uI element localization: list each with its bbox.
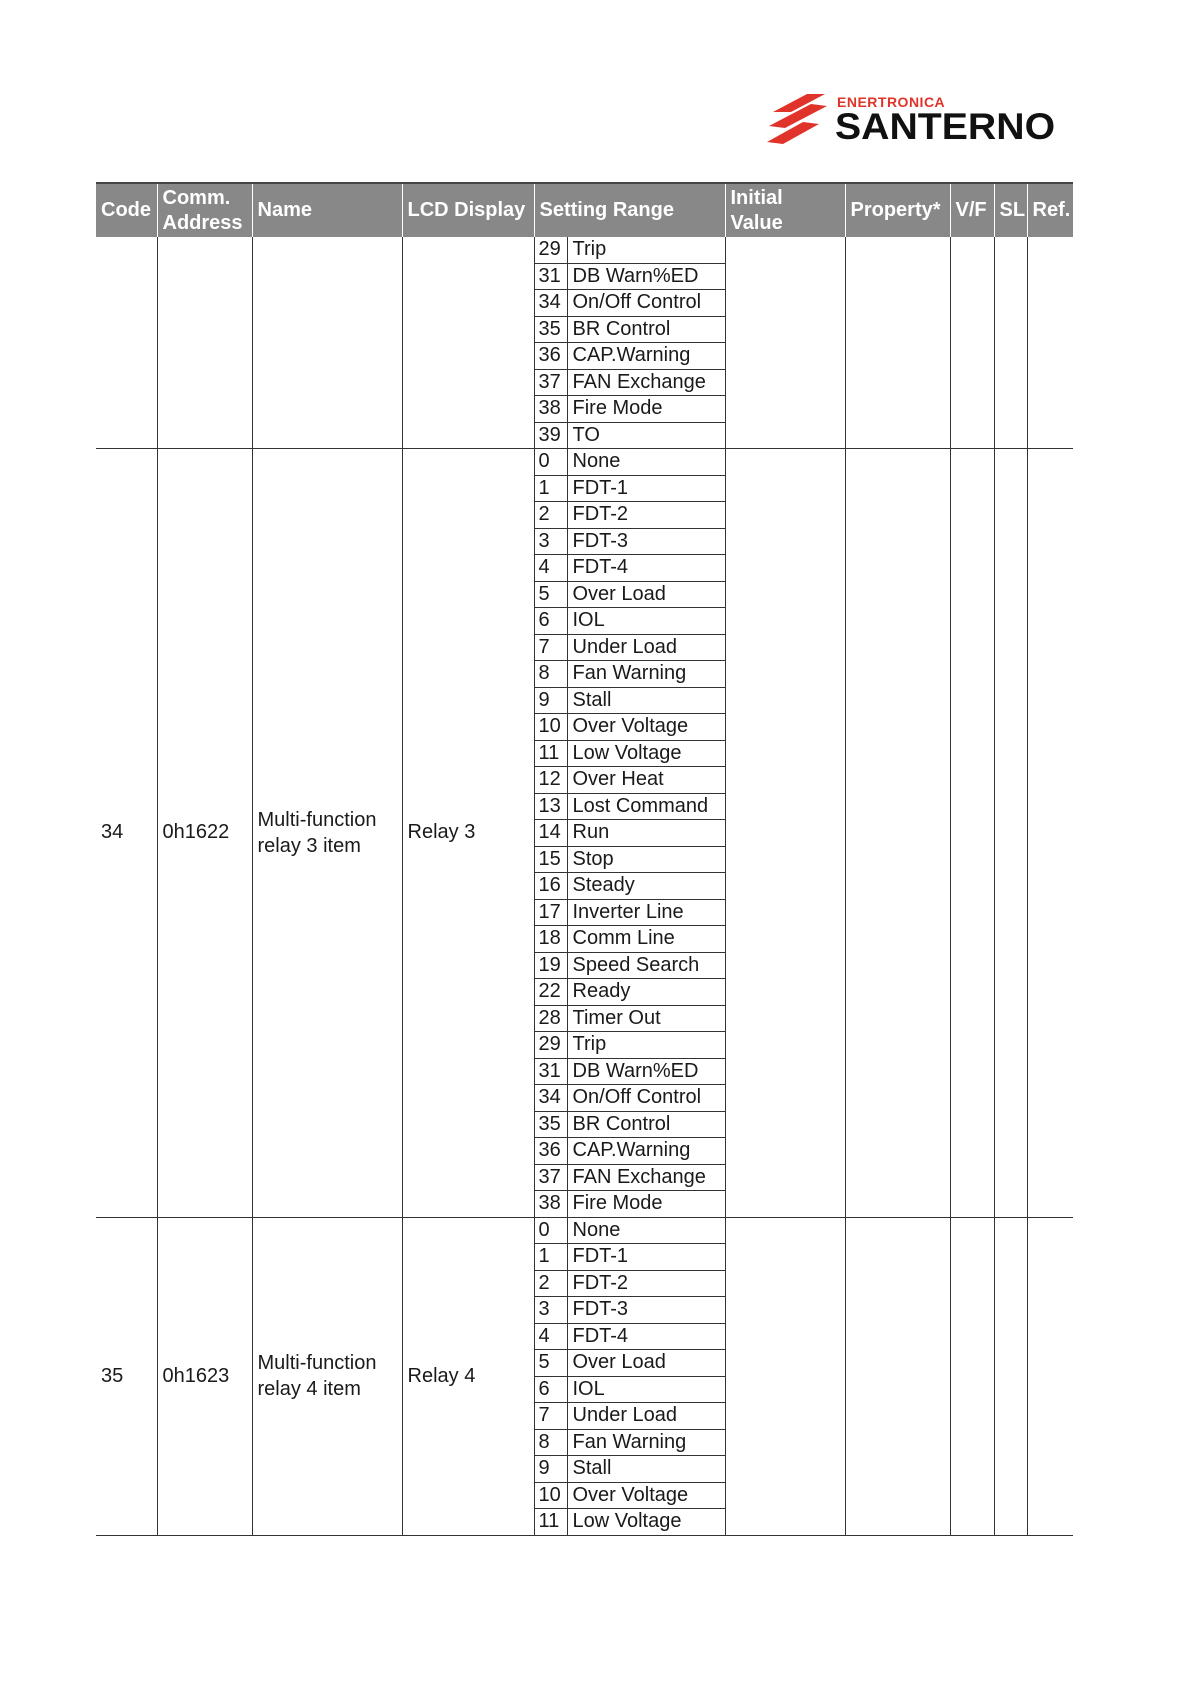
setting-range-number: 34 [535, 290, 568, 317]
setting-range-item [535, 714, 725, 741]
cell-setting-range [534, 1217, 725, 1535]
setting-range-number: 9 [535, 687, 568, 714]
setting-range-number: 35 [535, 316, 568, 343]
setting-range-item [535, 290, 725, 317]
setting-range-number: 13 [535, 793, 568, 820]
setting-range-label: Timer Out [567, 1005, 725, 1032]
name-line2: relay 3 item [257, 834, 361, 857]
cell-name [252, 1217, 402, 1535]
setting-range-number: 3 [535, 1297, 568, 1324]
header-comm-line2: Address [162, 211, 243, 234]
setting-range-label: Under Load [567, 634, 725, 661]
setting-range-label: DB Warn%ED [567, 1058, 725, 1085]
setting-range-label: Fan Warning [567, 1429, 725, 1456]
setting-range-label: Lost Command [567, 793, 725, 820]
setting-range-item [535, 1509, 725, 1535]
header-ref: Ref. [1027, 183, 1073, 237]
setting-range-item [535, 449, 725, 475]
header-comm-line1: Comm. [162, 186, 231, 209]
setting-range-item [535, 661, 725, 688]
cell-lcd-display: Relay 4 [402, 1217, 534, 1535]
setting-range-item [535, 581, 725, 608]
header-initial-line1: Initial [730, 186, 783, 209]
header-comm-address [157, 183, 252, 237]
header-setting-range: Setting Range [534, 183, 725, 237]
cell-property [845, 449, 950, 1218]
setting-range-item [535, 820, 725, 847]
setting-range-label: BR Control [567, 1111, 725, 1138]
setting-range-item [535, 528, 725, 555]
setting-range-number: 31 [535, 1058, 568, 1085]
setting-range-item [535, 1218, 725, 1244]
setting-range-number: 29 [535, 1032, 568, 1059]
setting-range-label: Over Load [567, 1350, 725, 1377]
cell-name [252, 237, 402, 449]
setting-range-item [535, 926, 725, 953]
setting-range-item [535, 846, 725, 873]
cell-lcd-display [402, 237, 534, 449]
setting-range-number: 28 [535, 1005, 568, 1032]
setting-range-number: 14 [535, 820, 568, 847]
setting-range-label: None [567, 449, 725, 475]
header-initial-value [725, 183, 845, 237]
setting-range-number: 31 [535, 263, 568, 290]
setting-range-number: 4 [535, 555, 568, 582]
setting-range-item [535, 502, 725, 529]
setting-range-label: Trip [567, 237, 725, 263]
cell-code [96, 237, 157, 449]
setting-range-number: 1 [535, 475, 568, 502]
cell-initial-value [725, 449, 845, 1218]
setting-range-label: TO [572, 423, 600, 446]
brand-logo [763, 88, 1073, 158]
header-initial-line2: Value [730, 211, 783, 234]
setting-range-label: Stop [567, 846, 725, 873]
setting-range-item [535, 369, 725, 396]
setting-range-item [535, 1376, 725, 1403]
cell-vf [950, 449, 994, 1218]
setting-range-item [535, 1005, 725, 1032]
setting-range-label: FDT-1 [567, 1244, 725, 1271]
cell-property [845, 1217, 950, 1535]
setting-range-label: Run [567, 820, 725, 847]
setting-range-number: 9 [535, 1456, 568, 1483]
setting-range-label: FDT-1 [567, 475, 725, 502]
setting-range-item [535, 1032, 725, 1059]
setting-range-label: FDT-2 [567, 502, 725, 529]
setting-range-number: 37 [535, 1164, 568, 1191]
setting-range-number: 0 [535, 449, 568, 475]
setting-range-number: 3 [535, 528, 568, 555]
cell-sl [994, 237, 1027, 449]
header-name: Name [252, 183, 402, 237]
setting-range-number: 29 [535, 237, 568, 263]
setting-range-number: 6 [535, 608, 568, 635]
setting-range-item [535, 1323, 725, 1350]
setting-range-label: Over Heat [567, 767, 725, 794]
setting-range-item [535, 1058, 725, 1085]
setting-range-label: None [567, 1218, 725, 1244]
cell-sl [994, 1217, 1027, 1535]
santerno-mark-icon [763, 90, 831, 148]
setting-range-label: On/Off Control [567, 290, 725, 317]
setting-range-number: 12 [535, 767, 568, 794]
setting-range-label: FDT-3 [567, 528, 725, 555]
header-lcd-display: LCD Display [402, 183, 534, 237]
cell-initial-value [725, 1217, 845, 1535]
setting-range-item [535, 555, 725, 582]
setting-range-label: CAP.Warning [567, 343, 725, 370]
cell-comm-address [157, 237, 252, 449]
setting-range-item [535, 767, 725, 794]
setting-range-label: IOL [567, 608, 725, 635]
setting-range-label: FDT-3 [567, 1297, 725, 1324]
setting-range-number: 8 [535, 661, 568, 688]
setting-range-number: 15 [535, 846, 568, 873]
header-vf: V/F [950, 183, 994, 237]
cell-setting-range [534, 449, 725, 1218]
setting-range-label: BR Control [567, 316, 725, 343]
logo-small-text: ENERTRONICA [837, 94, 946, 110]
setting-range-number: 6 [535, 1376, 568, 1403]
setting-range-item [535, 979, 725, 1006]
setting-range-number: 7 [535, 1403, 568, 1430]
setting-range-label: Steady [567, 873, 725, 900]
setting-range-number: 39 [535, 422, 568, 448]
setting-range-item [535, 634, 725, 661]
header-property: Property* [845, 183, 950, 237]
setting-range-label: CAP.Warning [567, 1138, 725, 1165]
setting-range-number: 2 [535, 1270, 568, 1297]
cell-vf [950, 237, 994, 449]
setting-range-label: Stall [567, 1456, 725, 1483]
cell-code: 34 [96, 449, 157, 1218]
setting-range-item [535, 952, 725, 979]
setting-range-number: 22 [535, 979, 568, 1006]
setting-range-number: 1 [535, 1244, 568, 1271]
logo-big-text: SANTERNO [835, 106, 1056, 147]
setting-range-label: Fire Mode [572, 1192, 663, 1215]
setting-range-item [535, 263, 725, 290]
setting-range-list [535, 449, 725, 1217]
setting-range-label: Ready [567, 979, 725, 1006]
setting-range-item [535, 1270, 725, 1297]
setting-range-item [535, 475, 725, 502]
setting-range-item [535, 1429, 725, 1456]
cell-lcd-display: Relay 3 [402, 449, 534, 1218]
table-row [96, 449, 1073, 1218]
setting-range-item [535, 873, 725, 900]
setting-range-number: 38 [535, 396, 568, 423]
setting-range-label: Under Load [567, 1403, 725, 1430]
setting-range-label: FAN Exchange [567, 1164, 725, 1191]
setting-range-number: 38 [535, 1191, 568, 1217]
setting-range-label: FDT-4 [567, 555, 725, 582]
setting-range-item [535, 1297, 725, 1324]
name-line1: Multi-function [257, 1352, 377, 1374]
setting-range-number: 36 [535, 1138, 568, 1165]
setting-range-item [535, 1244, 725, 1271]
table-row [96, 237, 1073, 449]
setting-range-label: Inverter Line [567, 899, 725, 926]
setting-range-number: 37 [535, 369, 568, 396]
cell-property [845, 237, 950, 449]
setting-range-label: On/Off Control [567, 1085, 725, 1112]
cell-code: 35 [96, 1217, 157, 1535]
table-row [96, 1217, 1073, 1535]
setting-range-number: 0 [535, 1218, 568, 1244]
setting-range-label: Low Voltage [572, 1510, 682, 1533]
setting-range-item [535, 793, 725, 820]
setting-range-item [535, 1085, 725, 1112]
setting-range-label: Fire Mode [567, 396, 725, 423]
setting-range-item [535, 1456, 725, 1483]
setting-range-number: 11 [535, 740, 568, 767]
setting-range-item [535, 1350, 725, 1377]
setting-range-item [535, 1482, 725, 1509]
setting-range-item [535, 1164, 725, 1191]
setting-range-label: Fan Warning [567, 661, 725, 688]
cell-setting-range [534, 237, 725, 449]
setting-range-number: 5 [535, 581, 568, 608]
name-line2: relay 4 item [257, 1378, 361, 1400]
setting-range-label: FDT-4 [567, 1323, 725, 1350]
setting-range-number: 2 [535, 502, 568, 529]
setting-range-item [535, 316, 725, 343]
cell-sl [994, 449, 1027, 1218]
setting-range-label: Stall [567, 687, 725, 714]
cell-name [252, 449, 402, 1218]
setting-range-number: 4 [535, 1323, 568, 1350]
setting-range-number: 11 [535, 1509, 568, 1535]
setting-range-label: Over Voltage [567, 1482, 725, 1509]
setting-range-number: 35 [535, 1111, 568, 1138]
setting-range-number: 7 [535, 634, 568, 661]
cell-comm-address: 0h1623 [157, 1217, 252, 1535]
setting-range-item [535, 422, 725, 448]
setting-range-label: Over Voltage [567, 714, 725, 741]
setting-range-number: 10 [535, 1482, 568, 1509]
setting-range-item [535, 899, 725, 926]
setting-range-number: 36 [535, 343, 568, 370]
setting-range-label: DB Warn%ED [567, 263, 725, 290]
name-line1: Multi-function [257, 808, 377, 831]
setting-range-number: 17 [535, 899, 568, 926]
setting-range-item [535, 1138, 725, 1165]
header-code: Code [96, 183, 157, 237]
setting-range-number: 19 [535, 952, 568, 979]
setting-range-list [535, 1218, 725, 1535]
setting-range-list [535, 237, 725, 448]
setting-range-label: Comm Line [567, 926, 725, 953]
table-header-row [96, 183, 1073, 237]
setting-range-label: FDT-2 [567, 1270, 725, 1297]
setting-range-number: 18 [535, 926, 568, 953]
setting-range-item [535, 1111, 725, 1138]
cell-vf [950, 1217, 994, 1535]
setting-range-item [535, 343, 725, 370]
setting-range-item [535, 1191, 725, 1217]
setting-range-item [535, 396, 725, 423]
setting-range-number: 10 [535, 714, 568, 741]
setting-range-label: FAN Exchange [567, 369, 725, 396]
setting-range-item [535, 740, 725, 767]
setting-range-item [535, 1403, 725, 1430]
setting-range-label: IOL [567, 1376, 725, 1403]
setting-range-item [535, 687, 725, 714]
setting-range-item [535, 237, 725, 263]
setting-range-label: Over Load [567, 581, 725, 608]
setting-range-number: 8 [535, 1429, 568, 1456]
cell-ref [1027, 1217, 1073, 1535]
parameter-table [96, 182, 1073, 1536]
setting-range-number: 5 [535, 1350, 568, 1377]
setting-range-label: Low Voltage [567, 740, 725, 767]
setting-range-item [535, 608, 725, 635]
cell-initial-value [725, 237, 845, 449]
setting-range-number: 16 [535, 873, 568, 900]
setting-range-number: 34 [535, 1085, 568, 1112]
setting-range-label: Speed Search [567, 952, 725, 979]
cell-ref [1027, 449, 1073, 1218]
header-sl: SL [994, 183, 1027, 237]
cell-comm-address: 0h1622 [157, 449, 252, 1218]
setting-range-label: Trip [567, 1032, 725, 1059]
cell-ref [1027, 237, 1073, 449]
